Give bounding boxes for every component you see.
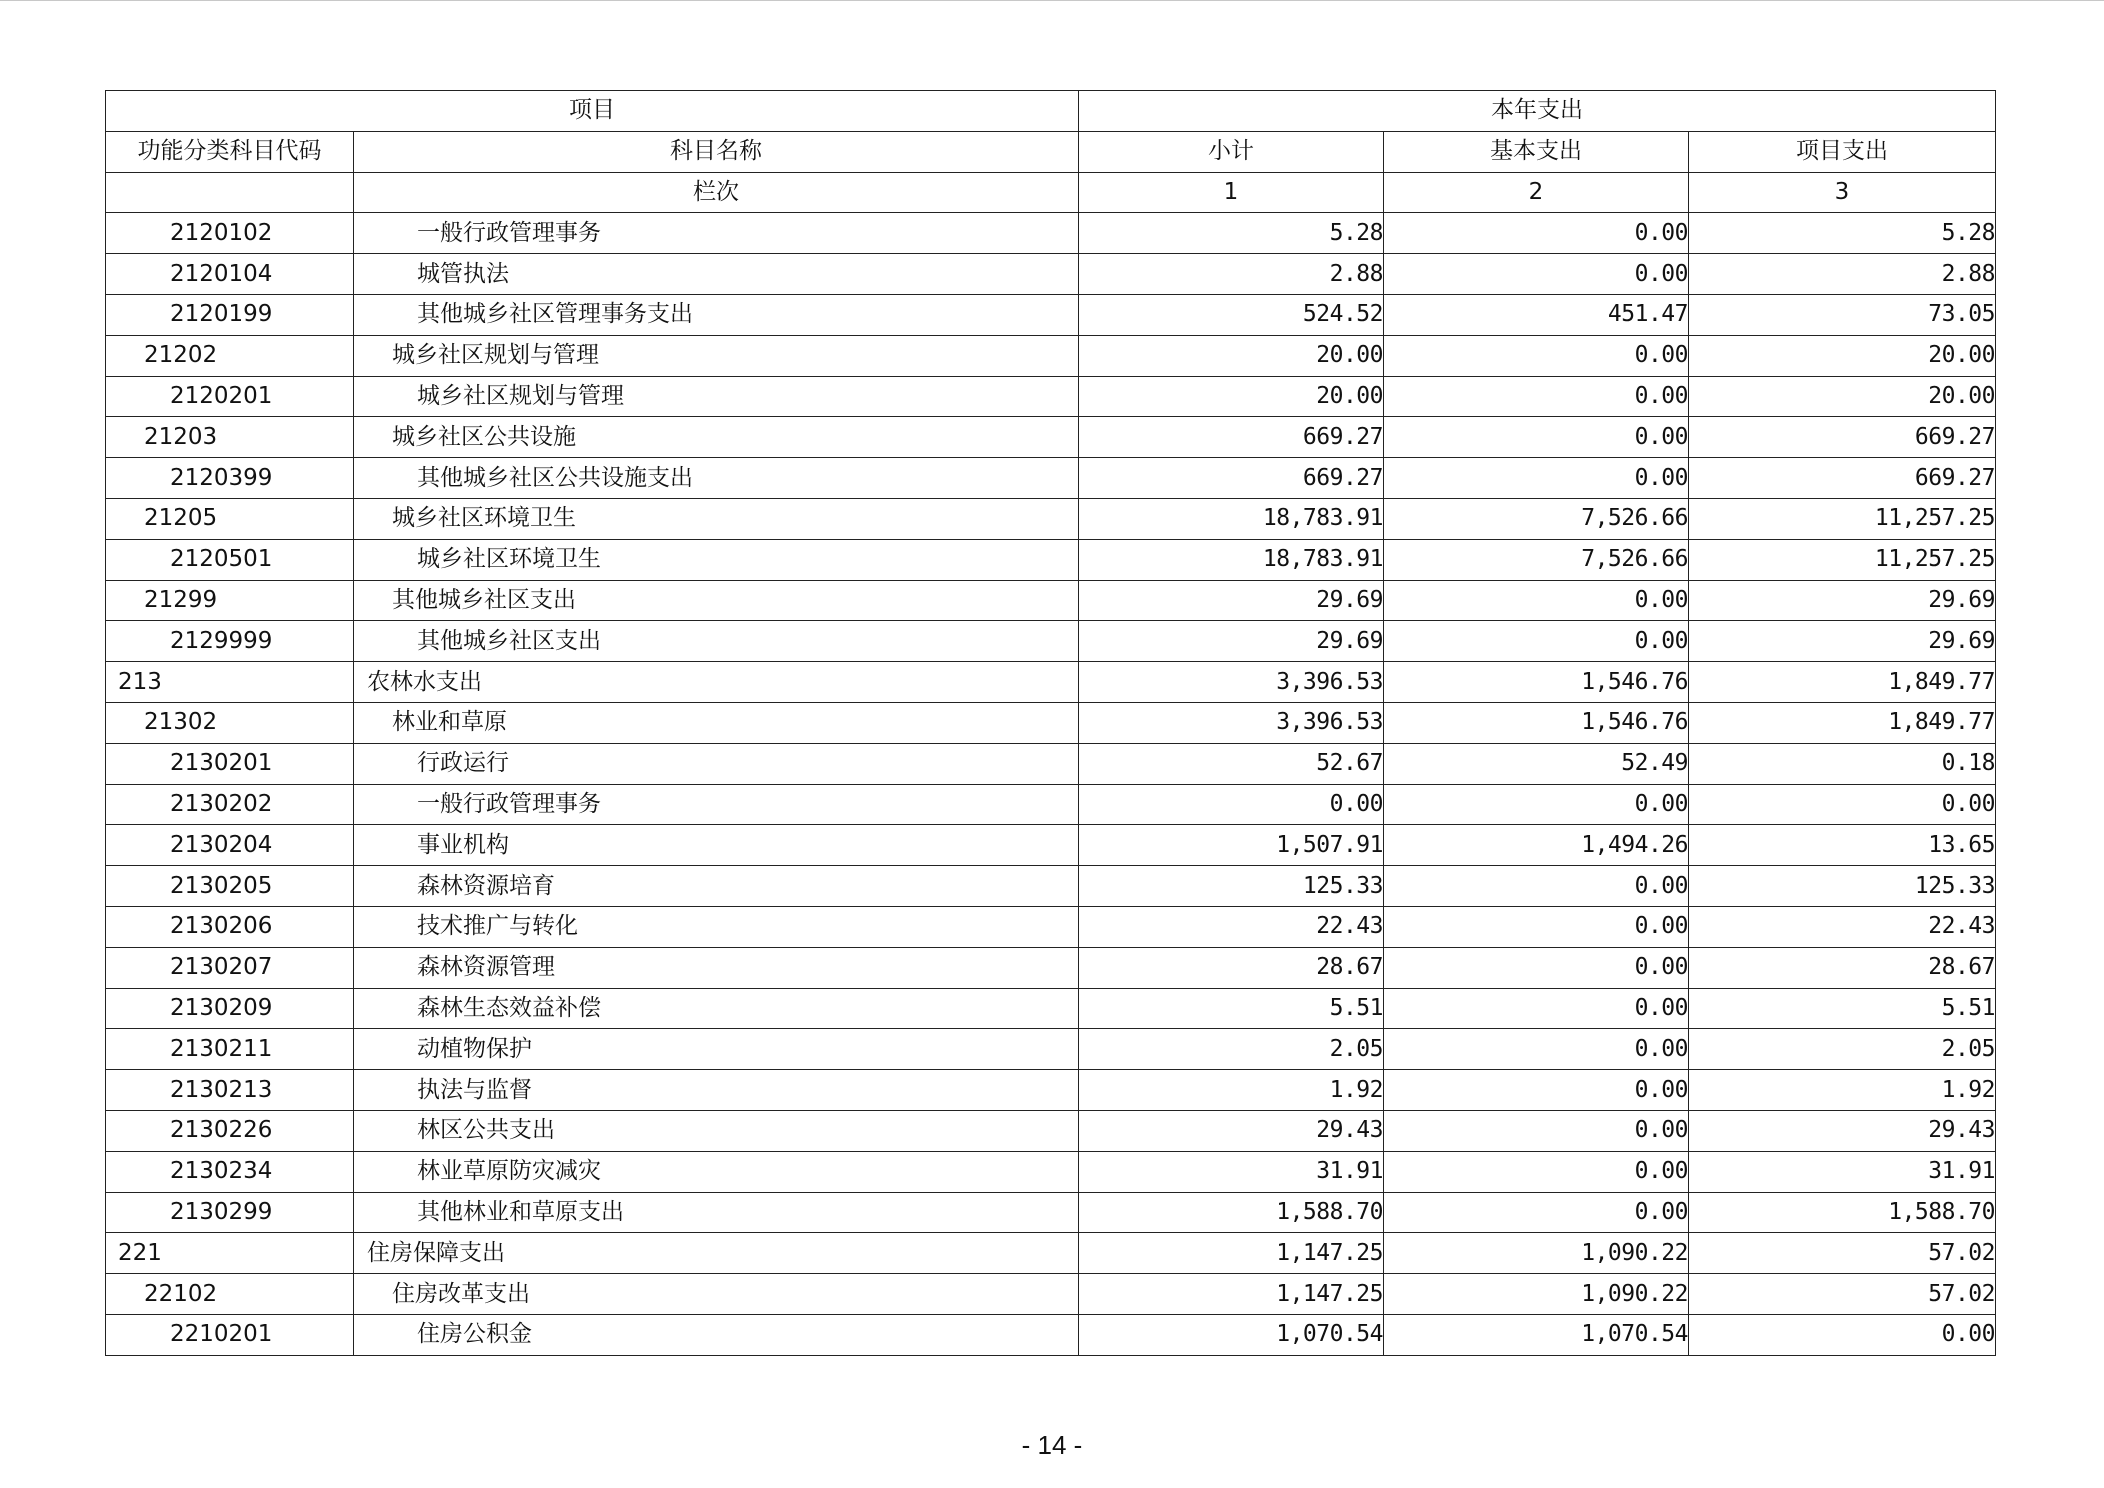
row-name: 农林水支出 [354,662,1079,703]
row-basic: 0.00 [1384,335,1689,376]
row-project: 0.00 [1689,784,1996,825]
row-project: 0.00 [1689,1314,1996,1355]
row-project: 1,849.77 [1689,662,1996,703]
row-basic: 0.00 [1384,254,1689,295]
header-column-index-label: 栏次 [354,172,1079,213]
row-project: 29.69 [1689,580,1996,621]
row-subtotal: 1,147.25 [1079,1233,1384,1274]
table-row [106,621,1996,662]
table-row [106,1029,1996,1070]
table-row [106,1192,1996,1233]
row-basic: 0.00 [1384,866,1689,907]
row-basic: 0.00 [1384,906,1689,947]
table-row [106,662,1996,703]
row-project: 22.43 [1689,906,1996,947]
row-project: 669.27 [1689,458,1996,499]
row-name: 执法与监督 [354,1070,1079,1111]
row-project: 125.33 [1689,866,1996,907]
row-code: 2130202 [106,784,354,825]
table-body [106,213,1996,1355]
budget-expense-table [105,90,1996,1356]
row-name: 城乡社区公共设施 [354,417,1079,458]
row-subtotal: 5.28 [1079,213,1384,254]
header-row-group [106,91,1996,132]
table-header [106,91,1996,213]
row-subtotal: 125.33 [1079,866,1384,907]
row-subtotal: 22.43 [1079,906,1384,947]
row-code: 213 [106,662,354,703]
row-subtotal: 18,783.91 [1079,498,1384,539]
row-name: 一般行政管理事务 [354,213,1079,254]
table-row [106,702,1996,743]
row-basic: 1,070.54 [1384,1314,1689,1355]
row-subtotal: 20.00 [1079,335,1384,376]
table-row [106,1233,1996,1274]
table-row [106,417,1996,458]
row-basic: 1,546.76 [1384,702,1689,743]
row-name: 森林资源管理 [354,947,1079,988]
row-basic: 1,090.22 [1384,1233,1689,1274]
row-name: 其他城乡社区支出 [354,621,1079,662]
row-basic: 1,494.26 [1384,825,1689,866]
row-project: 29.43 [1689,1110,1996,1151]
row-project: 11,257.25 [1689,539,1996,580]
row-basic: 0.00 [1384,1151,1689,1192]
table-row [106,1151,1996,1192]
table-row [106,335,1996,376]
row-code: 2120199 [106,294,354,335]
row-project: 29.69 [1689,621,1996,662]
row-subtotal: 20.00 [1079,376,1384,417]
row-name: 一般行政管理事务 [354,784,1079,825]
row-subtotal: 29.69 [1079,580,1384,621]
row-project: 28.67 [1689,947,1996,988]
table-row [106,1314,1996,1355]
table-row [106,866,1996,907]
row-name: 事业机构 [354,825,1079,866]
row-subtotal: 3,396.53 [1079,702,1384,743]
row-basic: 0.00 [1384,1192,1689,1233]
header-code: 功能分类科目代码 [106,131,354,172]
header-row-columns [106,131,1996,172]
page-number: - 14 - [1021,1430,1083,1460]
row-code: 2120399 [106,458,354,499]
row-name: 动植物保护 [354,1029,1079,1070]
table-row [106,988,1996,1029]
table-row [106,580,1996,621]
row-subtotal: 2.88 [1079,254,1384,295]
row-code: 2130209 [106,988,354,1029]
table-row [106,254,1996,295]
header-current-year-expense: 本年支出 [1079,91,1996,132]
row-subtotal: 29.69 [1079,621,1384,662]
row-subtotal: 1,147.25 [1079,1274,1384,1315]
row-project: 1.92 [1689,1070,1996,1111]
row-basic: 0.00 [1384,213,1689,254]
row-name: 林业草原防灾减灾 [354,1151,1079,1192]
row-subtotal: 669.27 [1079,417,1384,458]
row-code: 2130201 [106,743,354,784]
row-project: 5.51 [1689,988,1996,1029]
header-project-expense: 项目支出 [1689,131,1996,172]
row-subtotal: 31.91 [1079,1151,1384,1192]
row-basic: 0.00 [1384,988,1689,1029]
table-row [106,784,1996,825]
row-code: 21202 [106,335,354,376]
row-name: 森林资源培育 [354,866,1079,907]
row-name: 其他城乡社区支出 [354,580,1079,621]
table-row [106,1070,1996,1111]
row-basic: 1,546.76 [1384,662,1689,703]
row-code: 2130213 [106,1070,354,1111]
row-name: 行政运行 [354,743,1079,784]
row-name: 林业和草原 [354,702,1079,743]
row-code: 2130205 [106,866,354,907]
row-project: 0.18 [1689,743,1996,784]
row-subtotal: 524.52 [1079,294,1384,335]
header-basic: 基本支出 [1384,131,1689,172]
row-basic: 1,090.22 [1384,1274,1689,1315]
row-code: 2130206 [106,906,354,947]
row-code: 2120501 [106,539,354,580]
row-code: 2130211 [106,1029,354,1070]
row-name: 技术推广与转化 [354,906,1079,947]
row-basic: 0.00 [1384,417,1689,458]
table-row [106,458,1996,499]
header-col2: 2 [1384,172,1689,213]
row-name: 森林生态效益补偿 [354,988,1079,1029]
row-code: 221 [106,1233,354,1274]
row-project: 31.91 [1689,1151,1996,1192]
row-code: 2120104 [106,254,354,295]
row-code: 22102 [106,1274,354,1315]
row-subtotal: 5.51 [1079,988,1384,1029]
row-basic: 0.00 [1384,784,1689,825]
row-name: 林区公共支出 [354,1110,1079,1151]
row-code: 2129999 [106,621,354,662]
table-row [106,213,1996,254]
row-project: 57.02 [1689,1233,1996,1274]
row-subtotal: 1.92 [1079,1070,1384,1111]
table-row [106,947,1996,988]
row-code: 2130234 [106,1151,354,1192]
row-project: 5.28 [1689,213,1996,254]
row-code: 2130207 [106,947,354,988]
row-subtotal: 669.27 [1079,458,1384,499]
table-row [106,825,1996,866]
row-name: 住房保障支出 [354,1233,1079,1274]
row-name: 住房改革支出 [354,1274,1079,1315]
row-project: 13.65 [1689,825,1996,866]
row-name: 其他城乡社区管理事务支出 [354,294,1079,335]
row-name: 其他城乡社区公共设施支出 [354,458,1079,499]
row-code: 2130226 [106,1110,354,1151]
table-row [106,1274,1996,1315]
row-subtotal: 52.67 [1079,743,1384,784]
row-project: 20.00 [1689,335,1996,376]
row-subtotal: 0.00 [1079,784,1384,825]
header-name: 科目名称 [354,131,1079,172]
row-basic: 7,526.66 [1384,498,1689,539]
header-col1: 1 [1079,172,1384,213]
row-basic: 0.00 [1384,947,1689,988]
row-subtotal: 18,783.91 [1079,539,1384,580]
row-name: 城乡社区规划与管理 [354,376,1079,417]
row-basic: 0.00 [1384,621,1689,662]
row-subtotal: 1,070.54 [1079,1314,1384,1355]
header-col3: 3 [1689,172,1996,213]
row-subtotal: 1,588.70 [1079,1192,1384,1233]
table-row [106,539,1996,580]
row-basic: 52.49 [1384,743,1689,784]
row-code: 2120102 [106,213,354,254]
table-row [106,498,1996,539]
row-project: 20.00 [1689,376,1996,417]
row-code: 21299 [106,580,354,621]
row-basic: 7,526.66 [1384,539,1689,580]
row-project: 669.27 [1689,417,1996,458]
row-name: 城管执法 [354,254,1079,295]
row-subtotal: 29.43 [1079,1110,1384,1151]
row-basic: 0.00 [1384,580,1689,621]
header-row-index [106,172,1996,213]
row-project: 1,849.77 [1689,702,1996,743]
row-basic: 0.00 [1384,458,1689,499]
table-row [106,294,1996,335]
table-row [106,743,1996,784]
row-name: 城乡社区环境卫生 [354,498,1079,539]
row-name: 其他林业和草原支出 [354,1192,1079,1233]
row-basic: 0.00 [1384,376,1689,417]
table-row [106,906,1996,947]
row-name: 城乡社区环境卫生 [354,539,1079,580]
row-basic: 0.00 [1384,1029,1689,1070]
row-code: 21205 [106,498,354,539]
row-code: 2130299 [106,1192,354,1233]
row-basic: 0.00 [1384,1110,1689,1151]
row-subtotal: 1,507.91 [1079,825,1384,866]
row-code: 21203 [106,417,354,458]
row-project: 57.02 [1689,1274,1996,1315]
row-project: 1,588.70 [1689,1192,1996,1233]
row-subtotal: 3,396.53 [1079,662,1384,703]
row-basic: 451.47 [1384,294,1689,335]
row-subtotal: 2.05 [1079,1029,1384,1070]
row-code: 2120201 [106,376,354,417]
row-basic: 0.00 [1384,1070,1689,1111]
row-project: 2.05 [1689,1029,1996,1070]
row-code: 21302 [106,702,354,743]
row-project: 73.05 [1689,294,1996,335]
row-subtotal: 28.67 [1079,947,1384,988]
header-project: 项目 [106,91,1079,132]
table-row [106,376,1996,417]
row-code: 2210201 [106,1314,354,1355]
header-subtotal: 小计 [1079,131,1384,172]
row-project: 11,257.25 [1689,498,1996,539]
row-name: 住房公积金 [354,1314,1079,1355]
row-project: 2.88 [1689,254,1996,295]
header-index-blank [106,172,354,213]
table-row [106,1110,1996,1151]
row-code: 2130204 [106,825,354,866]
row-name: 城乡社区规划与管理 [354,335,1079,376]
